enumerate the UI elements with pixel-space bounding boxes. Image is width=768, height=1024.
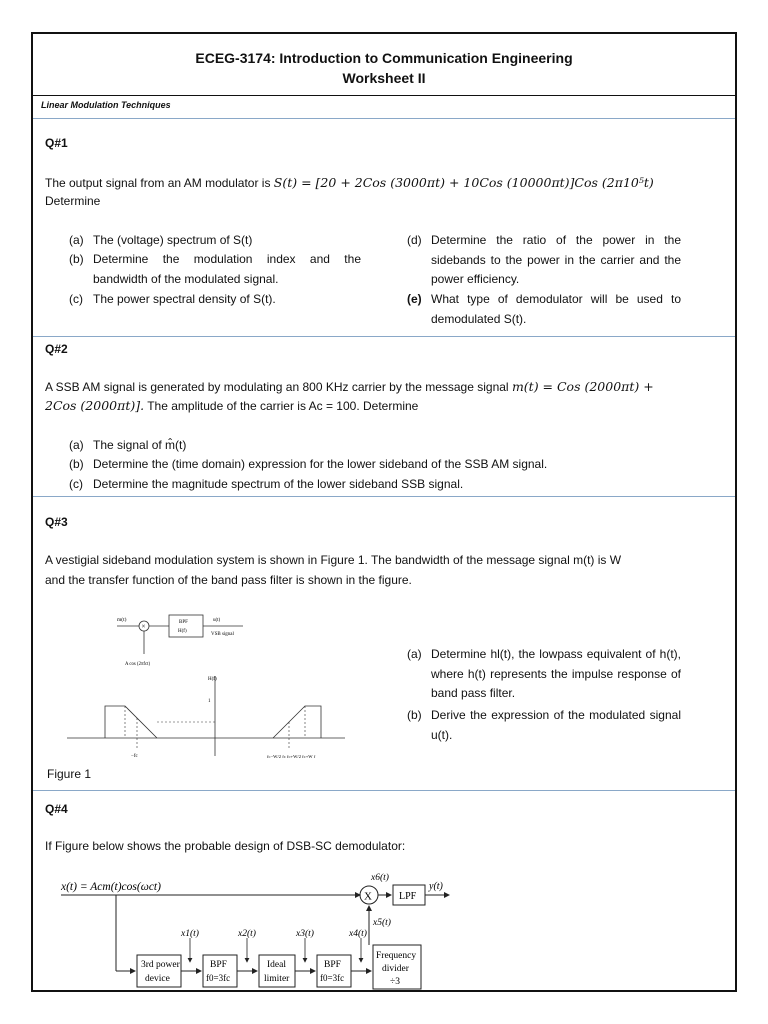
worksheet-frame — [31, 32, 737, 992]
item-text: Determine the ratio of the power in the sidebands to the power in the carrier and the power efficiency. — [431, 233, 681, 286]
dsbsc-demodulator-diagram — [57, 866, 487, 990]
q1-intro — [45, 173, 725, 193]
fig-vsb-label: VSB signal — [211, 632, 234, 637]
diag-bpf1-label: BPF — [210, 960, 227, 970]
item-label: (c) — [69, 292, 83, 306]
diag-y-label: y(t) — [429, 881, 443, 892]
item-label: (b) — [69, 252, 84, 266]
q2-item-b — [69, 455, 709, 475]
item-label: (a) — [407, 647, 422, 661]
q2-line2-math: 2Cos (2000πt)]. — [45, 398, 145, 413]
diag-div-l1: Frequency — [376, 951, 417, 961]
fig-m-label: m(t) — [117, 617, 127, 623]
diag-power-l2: device — [145, 974, 170, 984]
q2-label: Q#2 — [45, 342, 68, 356]
item-label: (b) — [69, 457, 84, 471]
fig-u-label: u(t) — [213, 618, 221, 623]
q2-line1-text: A SSB AM signal is generated by modulating an 800 KHz carrier by the message signal — [45, 380, 509, 394]
item-label: (c) — [69, 477, 83, 491]
q3-line2: and the transfer function of the band pass filter is shown in the figure. — [45, 573, 412, 587]
diag-input-label: x(t) = Acm(t)cos(ωct) — [61, 881, 161, 893]
item-label: (d) — [407, 233, 422, 247]
q2-line2-text: The amplitude of the carrier is Ac = 100. Determine — [147, 399, 419, 413]
q4-intro: If Figure below shows the probable design of DSB-SC demodulator: — [45, 839, 406, 853]
q1-item-e — [407, 290, 707, 330]
diag-lpf-label: LPF — [399, 891, 417, 902]
q1-label: Q#1 — [45, 136, 68, 150]
q2-line1 — [45, 377, 725, 397]
q1-item-b — [69, 250, 379, 290]
diag-x1-label: x1(t) — [181, 929, 199, 939]
q1-item-a — [69, 231, 379, 251]
section-divider — [33, 496, 735, 497]
q1-equation: S(t) = [20 + 2Cos (3000πt) + 10Cos (10000πt)]Cos (2π10⁵t) — [273, 175, 654, 190]
fig-one-label: 1 — [208, 699, 211, 704]
diag-lim-l2: limiter — [264, 974, 290, 984]
fig-mult-sign: × — [141, 622, 146, 631]
diag-lim-l1: Ideal — [267, 960, 286, 970]
figure-1-caption: Figure 1 — [47, 767, 92, 781]
diag-bpf2-f0: f0=3fc — [320, 973, 345, 983]
diag-x6-label: x6(t) — [371, 873, 389, 883]
q3-label: Q#3 — [45, 515, 68, 529]
item-text: Determine the modulation index and the bandwidth of the modulated signal. — [93, 252, 361, 286]
fig-carrier-label: A cos (2πfct) — [125, 662, 151, 667]
fig-hf-axis-label: H(f) — [208, 677, 217, 682]
section-divider — [33, 118, 735, 119]
fig-left-band — [105, 706, 157, 738]
section-divider — [33, 336, 735, 337]
item-label: (b) — [407, 708, 422, 722]
q3-line1: A vestigial sideband modulation system is shown in Figure 1. The bandwidth of the message signal m(t) is W — [45, 553, 622, 567]
item-text: Derive the expression of the modulated signal u(t). — [431, 708, 681, 742]
item-label: (a) — [69, 233, 84, 247]
diag-x3-label: x3(t) — [296, 929, 314, 939]
fig-tick-labels: fc−W/2 fc fc+W/2 fc+W f — [267, 754, 316, 759]
q1-determine: Determine — [45, 194, 101, 208]
q2-item-c — [69, 475, 709, 495]
diag-x4-label: x4(t) — [349, 929, 367, 939]
diag-div-l2: divider — [382, 964, 409, 974]
q2-line2 — [45, 396, 725, 416]
subject-label: Linear Modulation Techniques — [41, 100, 171, 110]
fig-hf-label: H(f) — [178, 629, 187, 634]
diag-bpf1-f0: f0=3fc — [206, 973, 231, 983]
diag-div-l3: ÷3 — [390, 977, 400, 987]
course-title: ECEG-3174: Introduction to Communication Engineering — [195, 50, 573, 66]
item-text: The signal of m̂(t) — [93, 438, 187, 452]
item-text: Determine the magnitude spectrum of the lower sideband SSB signal. — [93, 477, 464, 491]
fig-negfc-label: −fc — [131, 754, 138, 759]
diag-mult-sign: X — [364, 890, 372, 903]
header-divider — [33, 95, 735, 96]
diag-x5-label: x5(t) — [373, 918, 391, 928]
q1-intro-text: The output signal from an AM modulator is — [45, 176, 271, 190]
fig-bpf-label: BPF — [179, 620, 188, 625]
diag-x2-label: x2(t) — [238, 929, 256, 939]
item-text: The power spectral density of S(t). — [93, 292, 276, 306]
section-divider — [33, 790, 735, 791]
item-label: (a) — [69, 438, 84, 452]
item-text: What type of demodulator will be used to demodulated S(t). — [431, 292, 681, 326]
item-text: The (voltage) spectrum of S(t) — [93, 233, 253, 247]
q3-item-b — [407, 706, 707, 746]
item-text: Determine hl(t), the lowpass equivalent of h(t), where h(t) represents the impulse response of band pass filter. — [431, 647, 681, 700]
q2-item-a — [69, 436, 709, 456]
q1-item-d — [407, 231, 707, 291]
fig-right-band — [273, 706, 321, 738]
item-label: (e) — [407, 292, 422, 306]
item-text: Determine the (time domain) expression for the lower sideband of the SSB AM signal. — [93, 457, 548, 471]
diag-power-l1: 3rd power — [141, 960, 180, 970]
q3-item-a — [407, 645, 707, 705]
q2-line1-math: m(t) = Cos (2000πt) + — [511, 379, 654, 394]
worksheet-title: Worksheet II — [342, 70, 426, 86]
q4-label: Q#4 — [45, 802, 68, 816]
vsb-figure — [67, 606, 347, 786]
diag-bpf2-label: BPF — [324, 960, 341, 970]
q1-item-c — [69, 290, 379, 310]
